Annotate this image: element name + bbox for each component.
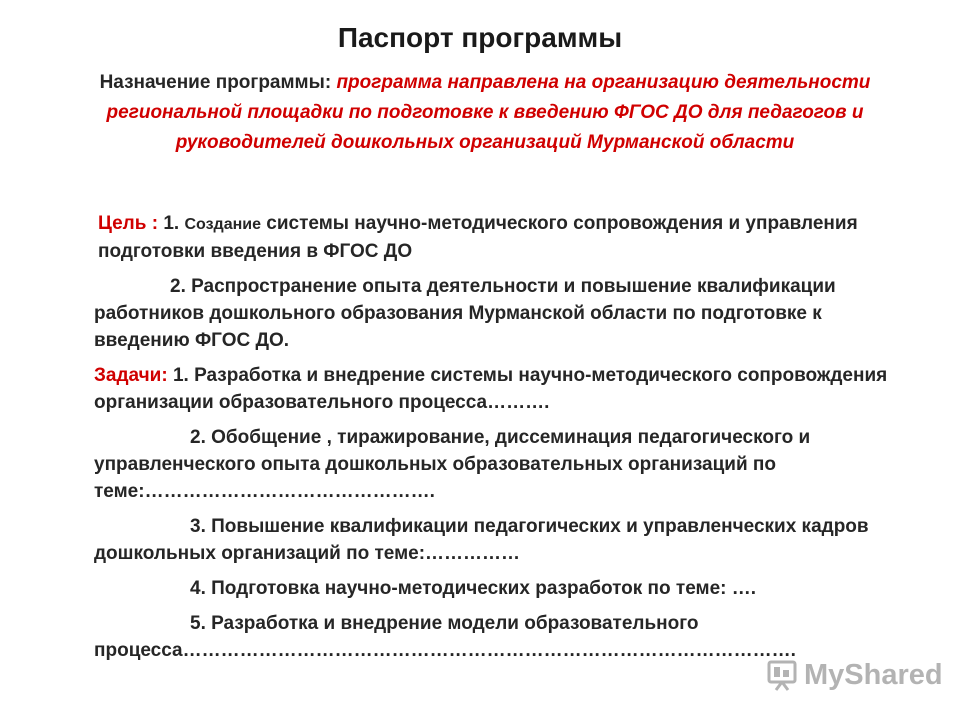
watermark [766, 655, 943, 695]
tasks-item-1 [94, 362, 904, 416]
goal-item-2 [94, 273, 904, 354]
goal-item-1-text: системы научно-методического сопровождения и управления подготовки введения в ФГОС ДО [98, 213, 858, 262]
tasks-item-3-text: 3. Повышение квалификации педагогических и управленческих кадров дошкольных организаций по теме:…………… [94, 516, 869, 564]
watermark-text: MyShared [804, 658, 943, 691]
tasks-item-2 [94, 424, 904, 505]
goal-item-1-lead: Создание [184, 216, 261, 233]
purpose-block [90, 68, 880, 158]
goal-item-1-number: 1. [163, 213, 180, 234]
purpose-text: программа направлена на организацию деятельности региональной площадки по подготовке к введению ФГОС ДО для педагогов и руководителей дошкольных организаций Мурманской области [106, 72, 871, 153]
tasks-item-3 [94, 513, 904, 567]
tasks-label: Задачи: [94, 365, 168, 386]
purpose-label: Назначение программы: [99, 72, 332, 93]
tasks-item-5-text: 5. Разработка и внедрение модели образовательного процесса……………………………………………………………………………………. [94, 613, 796, 661]
goal-item-2-text: 2. Распространение опыта деятельности и повышение квалификации работников дошкольного образования Мурманской области по подготовке к введению ФГОС ДО. [94, 276, 836, 351]
goal-label: Цель : [98, 213, 159, 234]
tasks-item-2-text: 2. Обобщение , тиражирование, диссеминация педагогического и управленческого опыта дошкольных образовательных организаций по теме:………………………………………. [94, 427, 811, 502]
body-content [94, 210, 904, 672]
slides-icon [766, 659, 800, 691]
tasks-item-1-text: 1. Разработка и внедрение системы научно-методического сопровождения организации образовательного процесса………. [94, 365, 888, 413]
tasks-item-4 [94, 575, 904, 602]
tasks-item-4-text: 4. Подготовка научно-методических разработок по теме: …. [190, 578, 757, 599]
goal-item-1 [94, 210, 904, 265]
page-title: Паспорт программы [337, 22, 623, 53]
